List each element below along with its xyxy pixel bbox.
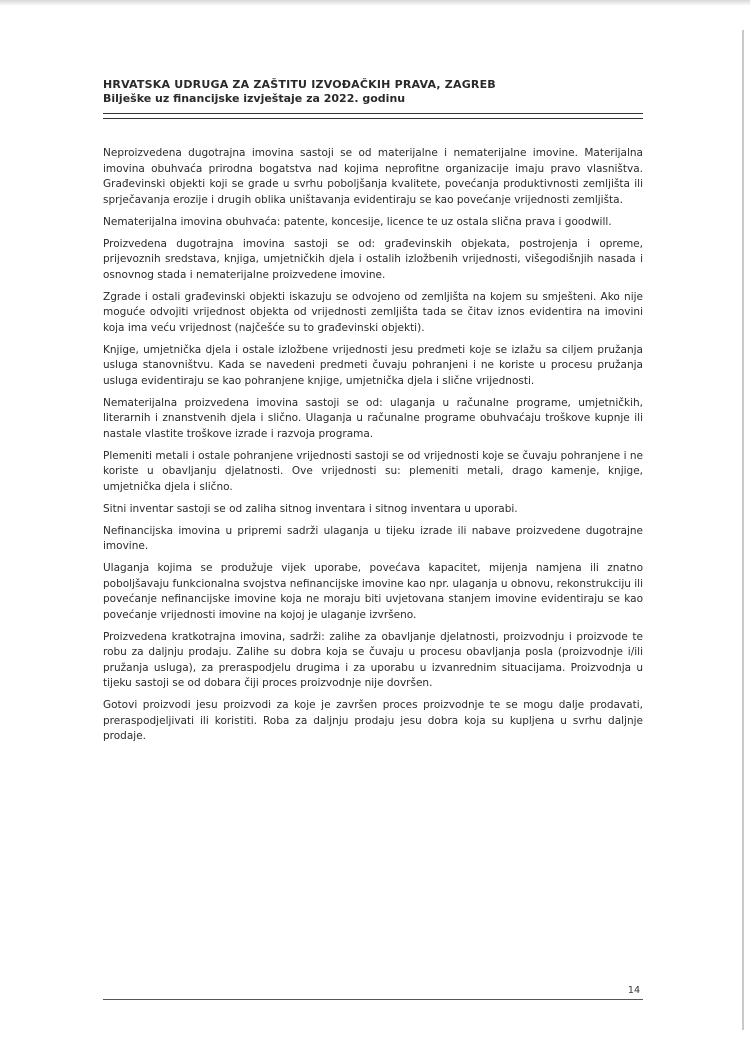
paragraph: Zgrade i ostali građevinski objekti iskazuju se odvojeno od zemljišta na kojem su smješteni. Ako nije moguće odvojiti vrijednost objekta od vrijednosti zemljišta tada se čitav iznos evidentira na imovini koja ima veću vrijednost (najčešće su to građevinski objekti). <box>103 290 643 334</box>
paragraph: Nematerijalna imovina obuhvaća: patente, koncesije, licence te uz ostala slična prava i goodwill. <box>103 215 612 228</box>
paragraph: Nematerijalna proizvedena imovina sastoji se od: ulaganja u računalne programe, umjetničkih, literarnih i znanstvenih djela i slično. Ulaganja u računalne programe obuhvaćaju troškove kupnje ili nastale vlastite troškove izrade i razvoja programa. <box>103 396 643 440</box>
page-number: 14 <box>627 985 640 996</box>
scan-edge-right <box>742 30 744 1030</box>
paragraph: Neproizvedena dugotrajna imovina sastoji se od materijalne i nematerijalne imovine. Materijalna imovina obuhvaća prirodna bogatstva nad kojima neprofitne organizacije imaju pravo vlasništva. Građevinski objekti koji se grade u svrhu poboljšanja kvalitete, povećanja produktivnosti zemljišta ili sprječavanja erozije i drugih oblika uništavanja evidentiraju se kao povećanje vrijednosti zemljišta. <box>103 147 643 206</box>
paragraph: Ulaganja kojima se produžuje vijek uporabe, povećava kapacitet, mijenja namjena ili znatno poboljšavaju funkcionalna svojstva nefinancijske imovine kao npr. ulaganja u obnovu, rekonstrukciju ili povećanje nefinancijske imovine koja ne moraju biti uvjetovana stanjem imovine evidentiraju se kao povećanje vrijednosti imovine na kojoj je ulaganje izvršeno. <box>103 562 643 621</box>
header-divider <box>103 113 643 119</box>
paragraph: Knjige, umjetnička djela i ostale izložbene vrijednosti jesu predmeti koje se izlažu sa ciljem pružanja usluga stanovništvu. Kada se navedeni predmeti čuvaju pohranjeni i ne koriste u procesu pružanja usluga evidentiraju se kao pohranjene knjige, umjetnička djela i slične vrijednosti. <box>103 343 643 387</box>
paragraph: Gotovi proizvodi jesu proizvodi za koje je završen proces proizvodnje te se mogu dalje prodavati, preraspodjeljivati ili koristiti. Roba za daljnju prodaju jesu dobra koja su kupljena u svrhu daljnje prodaje. <box>103 699 643 742</box>
document-subtitle: Bilješke uz financijske izvještaje za 2022. godinu <box>103 92 406 105</box>
footer-divider <box>103 999 643 1000</box>
paragraph: Sitni inventar sastoji se od zaliha sitnog inventara i sitnog inventara u uporabi. <box>103 502 518 515</box>
scan-edge-top <box>0 0 750 6</box>
paragraph: Proizvedena dugotrajna imovina sastoji se od: građevinskih objekata, postrojenja i opreme, prijevoznih sredstava, knjiga, umjetničkih djela i ostalih izložbenih vrijednosti, višegodišnjih nasada i osnovnog stada i nematerijalne proizvedene imovine. <box>103 237 643 281</box>
paragraph: Proizvedena kratkotrajna imovina, sadrži: zalihe za obavljanje djelatnosti, proizvodnju i proizvode te robu za daljnju prodaju. Zalihe su dobra koja se čuvaju u procesu obavljanja posla (proizvodnje i/ili pružanja usluga), za preraspodjelu drugima i za uporabu u izvanrednim situacijama. Proizvodnja u tijeku sastoji se od dobara čiji proces proizvodnje nije dovršen. <box>103 630 643 689</box>
organization-name: HRVATSKA UDRUGA ZA ZAŠTITU IZVOĐAČKIH PRAVA, ZAGREB <box>103 78 496 91</box>
document-header <box>103 78 643 106</box>
paragraph: Nefinancijska imovina u pripremi sadrži ulaganja u tijeku izrade ili nabave proizvedene dugotrajne imovine. <box>103 524 643 552</box>
paragraph: Plemeniti metali i ostale pohranjene vrijednosti sastoji se od vrijednosti koje se čuvaju pohranjene i ne koriste u obavljanju djelatnosti. Ove vrijednosti su: plemeniti metali, drago kamenje, knjige, umjetnička djela i slično. <box>103 449 643 493</box>
document-body <box>103 146 643 751</box>
